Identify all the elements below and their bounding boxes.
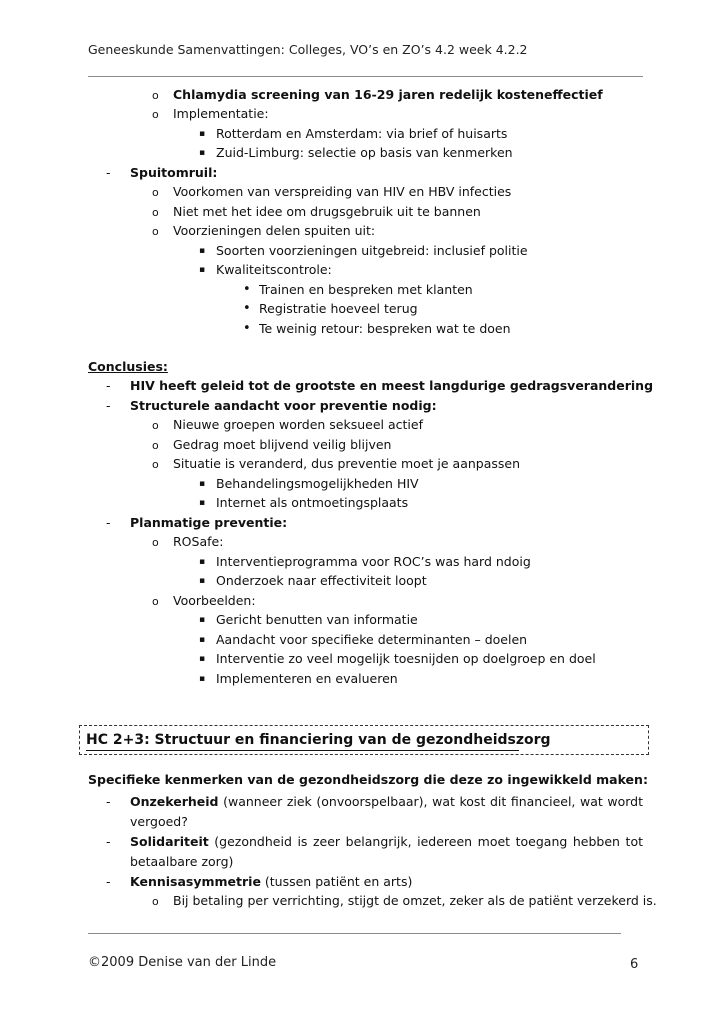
circle-bullet: o: [152, 186, 159, 199]
square-bullet: ▪: [199, 246, 206, 256]
list-item: Bij betaling per verrichting, stijgt de omzet, zeker als de patiënt verzekerd is.: [173, 893, 657, 908]
circle-bullet: o: [152, 419, 159, 432]
list-item: Rotterdam en Amsterdam: via brief of huisarts: [216, 126, 508, 141]
term: Solidariteit: [130, 834, 209, 849]
list-item: Kwaliteitscontrole:: [216, 262, 332, 277]
circle-bullet: o: [152, 225, 159, 238]
list-item: Onderzoek naar effectiviteit loopt: [216, 573, 427, 588]
list-item: Te weinig retour: bespreken wat te doen: [259, 321, 511, 336]
dot-bullet: •: [243, 301, 251, 316]
list-item: Voorbeelden:: [173, 593, 256, 608]
list-item: Internet als ontmoetingsplaats: [216, 495, 409, 510]
list-item: Situatie is veranderd, dus preventie moet je aanpassen: [173, 456, 521, 471]
square-bullet: ▪: [199, 479, 206, 489]
circle-bullet: o: [152, 206, 159, 219]
circle-bullet: o: [152, 595, 159, 608]
term-description: (tussen patiënt en arts): [260, 874, 413, 889]
list-item: Registratie hoeveel terug: [259, 301, 418, 316]
square-bullet: ▪: [199, 635, 206, 645]
circle-bullet: o: [152, 458, 159, 471]
list-item: Nieuwe groepen worden seksueel actief: [173, 417, 423, 432]
list-item: Spuitomruil:: [130, 165, 218, 180]
list-item: Interventie zo veel mogelijk toesnijden op doelgroep en doel: [216, 651, 596, 666]
circle-bullet: o: [152, 439, 159, 452]
term-description: (wanneer ziek (onvoorspelbaar), wat kost dit financieel, wat wordt vergoed?: [130, 794, 643, 829]
footer-copyright: ©2009 Denise van der Linde: [88, 955, 277, 970]
circle-bullet: o: [152, 108, 159, 121]
dash-bullet: -: [106, 874, 111, 889]
square-bullet: ▪: [199, 129, 206, 139]
list-item: Gericht benutten van informatie: [216, 612, 418, 627]
footer-divider: [88, 933, 621, 934]
circle-bullet: o: [152, 536, 159, 549]
list-item: Planmatige preventie:: [130, 515, 288, 530]
dot-bullet: •: [243, 321, 251, 336]
list-item: [130, 874, 412, 890]
section-heading: Conclusies:: [88, 359, 168, 374]
list-item: ROSafe:: [173, 534, 224, 549]
list-item: Gedrag moet blijvend veilig blijven: [173, 437, 392, 452]
list-item: Implementatie:: [173, 106, 269, 121]
square-bullet: ▪: [199, 615, 206, 625]
dash-bullet: -: [106, 834, 111, 849]
list-item: Implementeren en evalueren: [216, 671, 398, 686]
list-item: Voorzieningen delen spuiten uit:: [173, 223, 376, 238]
list-item: Chlamydia screening van 16-29 jaren redelijk kosteneffectief: [173, 87, 603, 102]
section-title: HC 2+3: Structuur en financiering van de gezondheidszorg: [86, 732, 551, 748]
list-item: Zuid-Limburg: selectie op basis van kenmerken: [216, 145, 513, 160]
page-header: Geneeskunde Samenvattingen: Colleges, VO’s en ZO’s 4.2 week 4.2.2: [88, 42, 528, 57]
square-bullet: ▪: [199, 498, 206, 508]
dash-bullet: -: [106, 515, 111, 530]
list-item: Behandelingsmogelijkheden HIV: [216, 476, 419, 491]
square-bullet: ▪: [199, 148, 206, 158]
intro-heading: Specifieke kenmerken van de gezondheidszorg die deze zo ingewikkeld maken:: [88, 772, 648, 787]
list-item: [130, 832, 643, 872]
page-number: 6: [630, 957, 639, 972]
list-item: [130, 792, 643, 832]
circle-bullet: o: [152, 895, 159, 908]
dash-bullet: -: [106, 165, 111, 180]
dot-bullet: •: [243, 282, 251, 297]
list-item: Aandacht voor specifieke determinanten – doelen: [216, 632, 528, 647]
section-title-underline: [86, 750, 519, 751]
circle-bullet: o: [152, 89, 159, 102]
list-item: Interventieprogramma voor ROC’s was hard ndoig: [216, 554, 531, 569]
term-description: (gezondheid is zeer belangrijk, iedereen moet toegang hebben tot betaalbare zorg): [130, 834, 643, 869]
term: Kennisasymmetrie: [130, 874, 261, 889]
dash-bullet: -: [106, 398, 111, 413]
list-item: Trainen en bespreken met klanten: [259, 282, 473, 297]
header-divider: [88, 76, 643, 77]
dash-bullet: -: [106, 794, 111, 809]
list-item: Soorten voorzieningen uitgebreid: inclusief politie: [216, 243, 528, 258]
square-bullet: ▪: [199, 674, 206, 684]
square-bullet: ▪: [199, 265, 206, 275]
list-item: Voorkomen van verspreiding van HIV en HBV infecties: [173, 184, 512, 199]
square-bullet: ▪: [199, 654, 206, 664]
square-bullet: ▪: [199, 557, 206, 567]
list-item: HIV heeft geleid tot de grootste en meest langdurige gedragsverandering: [130, 378, 654, 393]
square-bullet: ▪: [199, 576, 206, 586]
term: Onzekerheid: [130, 794, 219, 809]
list-item: Niet met het idee om drugsgebruik uit te bannen: [173, 204, 481, 219]
list-item: Structurele aandacht voor preventie nodig:: [130, 398, 437, 413]
dash-bullet: -: [106, 378, 111, 393]
